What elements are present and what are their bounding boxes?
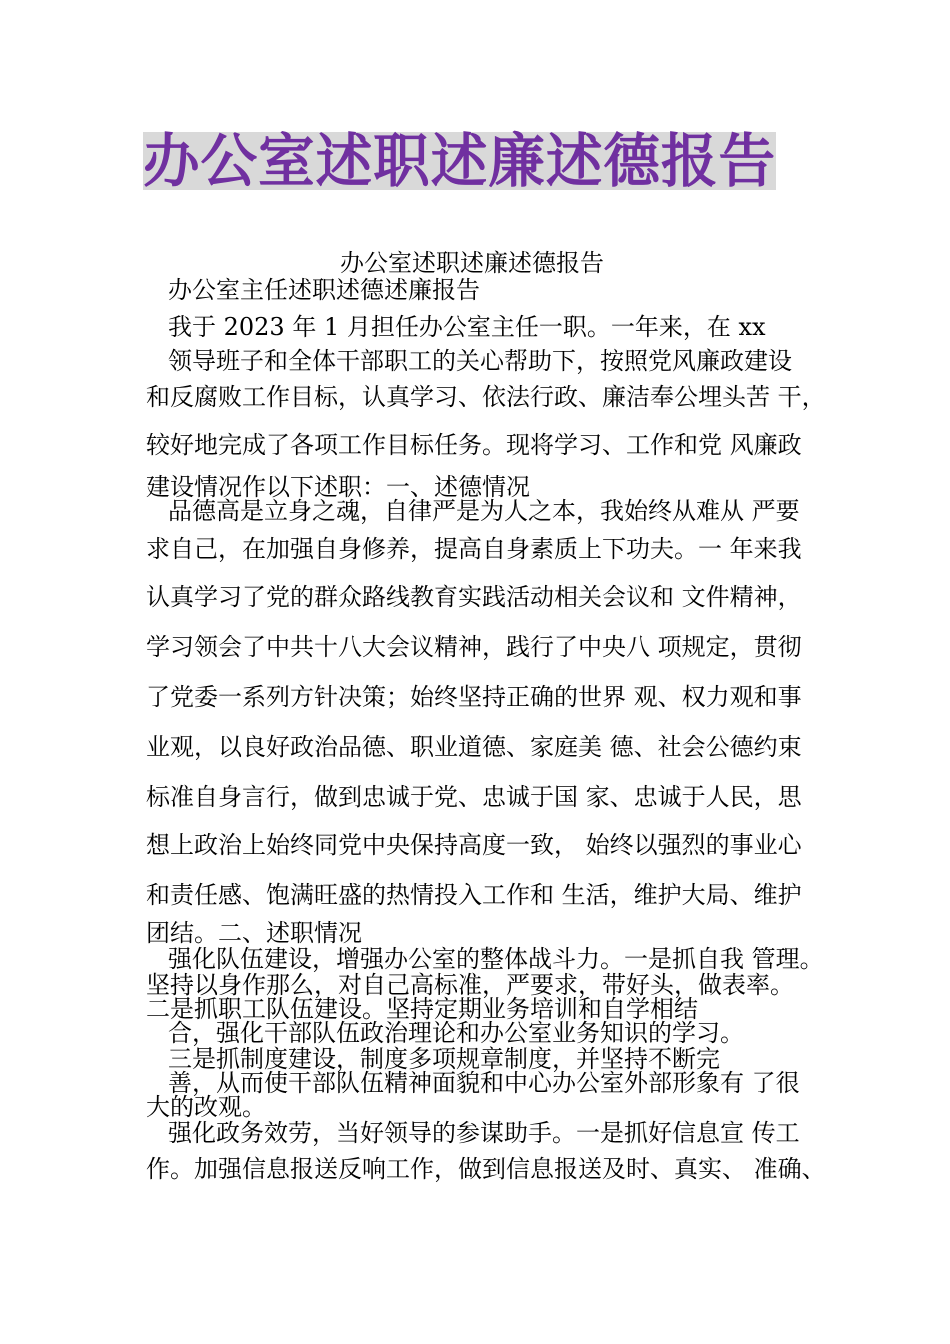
body-line: 三是抓制度建设，制度多项规章制度，并坚持不断完 [168,1045,720,1073]
body-line: 作。加强信息报送反响工作，做到信息报送及时、真实、 准确、 [146,1155,826,1183]
body-line: 认真学习了党的群众路线教育实践活动相关会议和 文件精神， [146,583,802,611]
body-line: 求自己，在加强自身修养，提高自身素质上下功夫。一 年来我 [146,535,802,563]
body-line: 建设情况作以下述职：一、述德情况 [146,473,530,501]
body-line: 品德高是立身之魂，自律严是为人之本，我始终从难从 严要 [168,497,800,525]
body-line: 团结。二、述职情况 [146,919,362,947]
body-line: 我于 2023 年 1 月担任办公室主任一职。一年来，在 xx [168,313,766,341]
body-line: 和反腐败工作目标，认真学习、依法行政、廉洁奉公埋头苦 干， [146,383,826,411]
document-banner-title: 办公室述职述廉述德报告 [143,127,777,195]
body-line: 学习领会了中共十八大会议精神，践行了中央八 项规定，贯彻 [146,633,802,661]
body-line: 较好地完成了各项工作目标任务。现将学习、工作和党 风廉政 [146,431,802,459]
body-line: 二是抓职工队伍建设。坚持定期业务培训和自学相结 [146,995,698,1023]
body-line: 和责任感、饱满旺盛的热情投入工作和 生活，维护大局、维护 [146,881,802,909]
body-line: 了党委一系列方针决策；始终坚持正确的世界 观、权力观和事 [146,683,802,711]
body-line: 领导班子和全体干部职工的关心帮助下，按照党风廉政建设 [168,347,792,375]
body-line: 办公室主任述职述德述廉报告 [168,276,480,304]
body-line: 大的改观。 [146,1093,266,1121]
body-line: 想上政治上始终同党中央保持高度一致， 始终以强烈的事业心 [146,831,802,859]
body-title: 办公室述职述廉述德报告 [340,249,604,277]
body-line: 标准自身言行，做到忠诚于党、忠诚于国 家、忠诚于人民，思 [146,783,802,811]
body-line: 坚持以身作那么，对自己高标准，严要求，带好头，做表率。 [146,971,794,999]
body-line: 强化政务效劳，当好领导的参谋助手。一是抓好信息宣 传工 [168,1119,800,1147]
body-line: 业观，以良好政治品德、职业道德、家庭美 德、社会公德约束 [146,733,802,761]
body-line: 强化队伍建设，增强办公室的整体战斗力。一是抓自我 管理。 [168,945,824,973]
body-line: 善，从而使干部队伍精神面貌和中心办公室外部形象有 了很 [168,1069,800,1097]
body-line: 合，强化干部队伍政治理论和办公室业务知识的学习。 [168,1019,744,1047]
